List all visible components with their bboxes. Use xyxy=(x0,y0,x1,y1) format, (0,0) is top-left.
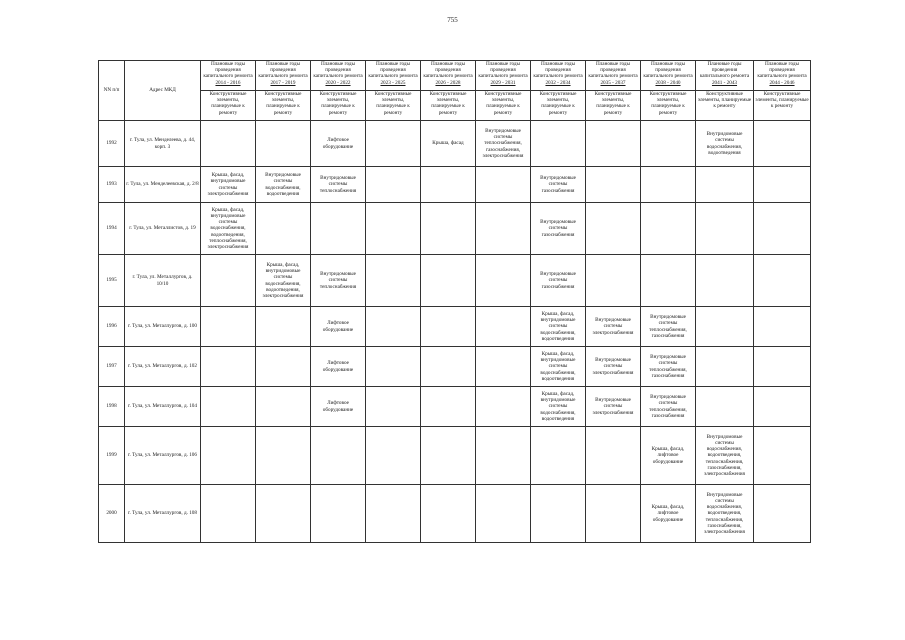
repair-cell xyxy=(531,121,586,167)
repair-cell xyxy=(201,347,256,387)
repair-cell: Внутридомовые системы теплоснабжения, газоснабжения xyxy=(641,347,696,387)
repair-cell xyxy=(311,485,366,543)
repair-cell: Внутридомовые системы газоснабжения xyxy=(531,203,586,255)
repair-cell: Крыша, фасад, внутридомовые системы водоснабжения, водоотведения xyxy=(531,307,586,347)
period-years: 2020 - 2022 xyxy=(325,79,351,86)
row-number: 2000 xyxy=(99,485,125,543)
repair-cell xyxy=(531,427,586,485)
repair-cell xyxy=(531,485,586,543)
row-number: 1992 xyxy=(99,121,125,167)
repair-cell xyxy=(201,255,256,307)
repair-cell xyxy=(476,387,531,427)
period-title: Плановые годы проведения капитального ремонта xyxy=(313,61,363,80)
repair-cell xyxy=(641,167,696,203)
column-number-header: NN п/п xyxy=(99,61,125,121)
repair-cell xyxy=(366,121,421,167)
repair-cell: Внутридомовые системы газоснабжения xyxy=(531,255,586,307)
repair-cell xyxy=(754,203,811,255)
row-address: г. Тула, ул. Металлургов, д. 104 xyxy=(125,387,201,427)
table-row xyxy=(99,307,811,347)
row-address: г. Тула, ул. Металлургов, д. 108 xyxy=(125,485,201,543)
repair-cell xyxy=(311,203,366,255)
repair-cell xyxy=(754,307,811,347)
period-title: Плановые годы проведения капитального ремонта xyxy=(533,61,583,80)
repair-cell xyxy=(696,347,754,387)
repair-cell xyxy=(754,387,811,427)
row-address: г. Тула, ул. Металлургов, д. 106 xyxy=(125,427,201,485)
period-header xyxy=(641,61,696,91)
period-title: Плановые годы проведения капитального ремонта xyxy=(588,61,638,80)
repair-cell xyxy=(366,167,421,203)
period-title: Плановые годы проведения капитального ремонта xyxy=(368,61,418,80)
period-header xyxy=(531,61,586,91)
repair-cell xyxy=(696,203,754,255)
repair-cell xyxy=(586,203,641,255)
repair-cell xyxy=(421,307,476,347)
repair-cell: Лифтовое оборудование xyxy=(311,347,366,387)
repair-cell xyxy=(754,485,811,543)
repair-cell xyxy=(476,307,531,347)
repair-cell xyxy=(256,387,311,427)
element-header: Конструктивные элементы, планируемые к ремонту xyxy=(421,91,476,121)
repair-cell xyxy=(201,121,256,167)
repair-cell xyxy=(586,427,641,485)
repair-cell: Внутридомовые системы электроснабжения xyxy=(586,307,641,347)
repair-cell: Крыша, фасад, лифтовое оборудование xyxy=(641,485,696,543)
row-number: 1994 xyxy=(99,203,125,255)
period-header xyxy=(421,61,476,91)
repair-cell: Внутридомовые системы теплоснабжения, газоснабжения xyxy=(641,307,696,347)
period-header xyxy=(696,61,754,91)
period-title: Плановые годы проведения капитального ремонта xyxy=(478,61,528,80)
repair-cell: Внутридомовые системы водоснабжения, водоотведения, теплоснабжения, газоснабжения, электроснабжения xyxy=(696,427,754,485)
repair-cell: Крыша, фасад, внутридомовые системы водоснабжения, водоотведения xyxy=(531,387,586,427)
element-header: Конструктивные элементы, планируемые к ремонту xyxy=(586,91,641,121)
repair-cell xyxy=(696,255,754,307)
period-title: Плановые годы проведения капитального ремонта xyxy=(423,61,473,80)
repair-schedule-sheet xyxy=(98,60,810,543)
repair-cell xyxy=(421,203,476,255)
element-header: Конструктивные элементы, планируемые к ремонту xyxy=(696,91,754,121)
repair-cell: Крыша, фасад, внутридомовые системы водоснабжения, водоотведения xyxy=(531,347,586,387)
page-number: 755 xyxy=(447,16,458,24)
repair-cell xyxy=(754,255,811,307)
period-years: 2032 - 2034 xyxy=(545,79,571,86)
repair-cell: Внутридомовые системы теплоснабжения xyxy=(311,167,366,203)
period-years: 2026 - 2028 xyxy=(435,79,461,86)
repair-cell xyxy=(366,203,421,255)
repair-cell xyxy=(256,427,311,485)
repair-cell xyxy=(641,203,696,255)
element-header: Конструктивные элементы, планируемые к ремонту xyxy=(256,91,311,121)
element-header: Конструктивные элементы, планируемые к ремонту xyxy=(641,91,696,121)
table-row xyxy=(99,387,811,427)
row-address: г. Тула, ул. Менделеева, д. 44, корп. 3 xyxy=(125,121,201,167)
period-years: 2029 - 2031 xyxy=(490,79,516,86)
repair-cell: Внутридомовые системы водоснабжения, водоотведения, теплоснабжения, газоснабжения, электроснабжения xyxy=(696,485,754,543)
repair-cell xyxy=(586,167,641,203)
period-title: Плановые годы проведения капитального ремонта xyxy=(203,61,253,80)
repair-cell: Внутридомовые системы электроснабжения xyxy=(586,347,641,387)
element-header: Конструктивные элементы, планируемые к ремонту xyxy=(754,91,811,121)
table-row xyxy=(99,203,811,255)
repair-cell xyxy=(256,121,311,167)
repair-cell: Внутридомовые системы водоснабжения, водоотведения xyxy=(696,121,754,167)
repair-cell: Крыша, фасад, внутридомовые системы водоснабжения, водоотведения, электроснабжения xyxy=(256,255,311,307)
row-address: г. Тула, ул. Менделеевская, д. 2/8 xyxy=(125,167,201,203)
repair-cell xyxy=(421,347,476,387)
period-years: 2023 - 2025 xyxy=(380,79,406,86)
period-years: 2041 - 2043 xyxy=(711,79,738,86)
table-row xyxy=(99,121,811,167)
repair-cell xyxy=(476,427,531,485)
repair-cell xyxy=(421,427,476,485)
repair-cell xyxy=(641,121,696,167)
row-number: 1996 xyxy=(99,307,125,347)
row-number: 1993 xyxy=(99,167,125,203)
repair-cell xyxy=(366,485,421,543)
repair-cell xyxy=(201,427,256,485)
repair-cell xyxy=(421,387,476,427)
repair-cell xyxy=(754,121,811,167)
period-years: 2044 - 2046 xyxy=(769,79,795,86)
period-years: 2038 - 2040 xyxy=(655,79,681,86)
repair-cell: Внутридомовые системы теплоснабжения xyxy=(311,255,366,307)
period-header xyxy=(366,61,421,91)
element-header: Конструктивные элементы, планируемые к ремонту xyxy=(531,91,586,121)
repair-cell xyxy=(256,203,311,255)
repair-cell xyxy=(366,255,421,307)
repair-cell xyxy=(256,347,311,387)
repair-cell xyxy=(696,307,754,347)
period-title: Плановые годы проведения капитального ремонта xyxy=(258,61,308,80)
row-address: г. Тула, ул. Металлургов, д. 10/10 xyxy=(125,255,201,307)
repair-cell: Внутридомовые системы электроснабжения xyxy=(586,387,641,427)
repair-cell xyxy=(256,485,311,543)
repair-cell xyxy=(421,255,476,307)
repair-cell: Внутридомовые системы водоснабжения, водоотведения xyxy=(256,167,311,203)
table-row xyxy=(99,427,811,485)
period-header xyxy=(201,61,256,91)
repair-cell xyxy=(476,485,531,543)
repair-cell xyxy=(421,167,476,203)
repair-cell xyxy=(641,255,696,307)
row-address: г. Тула, ул. Металлургов, д. 100 xyxy=(125,307,201,347)
repair-cell xyxy=(476,255,531,307)
period-years: 2035 - 2037 xyxy=(600,79,626,86)
repair-cell: Внутридомовые системы газоснабжения xyxy=(531,167,586,203)
repair-cell xyxy=(366,427,421,485)
repair-cell: Внутридомовые системы теплоснабжения, газоснабжения xyxy=(641,387,696,427)
period-title: Плановые годы проведения капитального ремонта xyxy=(757,61,807,80)
repair-cell xyxy=(366,387,421,427)
repair-cell: Внутридомовые системы теплоснабжения, газоснабжения, электроснабжения xyxy=(476,121,531,167)
period-years: 2017 - 2019 xyxy=(270,79,296,86)
table-row xyxy=(99,167,811,203)
repair-cell xyxy=(311,427,366,485)
period-years: 2014 - 2016 xyxy=(215,79,241,86)
period-header xyxy=(311,61,366,91)
repair-cell: Лифтовое оборудование xyxy=(311,307,366,347)
repair-cell xyxy=(754,347,811,387)
repair-cell xyxy=(586,255,641,307)
period-header xyxy=(754,61,811,91)
row-number: 1995 xyxy=(99,255,125,307)
repair-cell xyxy=(476,203,531,255)
row-number: 1997 xyxy=(99,347,125,387)
table-row xyxy=(99,347,811,387)
table-row xyxy=(99,255,811,307)
repair-cell xyxy=(754,427,811,485)
period-title: Плановые годы проведения капитального ремонта xyxy=(643,61,693,80)
period-header xyxy=(476,61,531,91)
repair-cell xyxy=(696,167,754,203)
table-body xyxy=(99,121,811,543)
repair-cell xyxy=(586,485,641,543)
element-header: Конструктивные элементы, планируемые к ремонту xyxy=(366,91,421,121)
column-address-header: Адрес МКД xyxy=(125,61,201,121)
repair-cell xyxy=(201,485,256,543)
period-header xyxy=(256,61,311,91)
repair-cell xyxy=(476,167,531,203)
row-number: 1999 xyxy=(99,427,125,485)
repair-cell: Лифтовое оборудование xyxy=(311,387,366,427)
repair-schedule-table xyxy=(98,60,811,543)
repair-cell xyxy=(421,485,476,543)
period-header xyxy=(586,61,641,91)
repair-cell: Крыша, фасад, лифтовое оборудование xyxy=(641,427,696,485)
repair-cell: Лифтовое оборудование xyxy=(311,121,366,167)
repair-cell xyxy=(476,347,531,387)
row-number: 1998 xyxy=(99,387,125,427)
repair-cell xyxy=(754,167,811,203)
repair-cell xyxy=(256,307,311,347)
repair-cell xyxy=(366,307,421,347)
repair-cell: Крыша, фасад, внутридомовые системы водоснабжения, водоотведения, теплоснабжения, электроснабжения xyxy=(201,203,256,255)
repair-cell: Крыша, фасад, внутридомовые системы электроснабжения xyxy=(201,167,256,203)
element-header: Конструктивные элементы, планируемые к ремонту xyxy=(311,91,366,121)
element-header: Конструктивные элементы, планируемые к ремонту xyxy=(476,91,531,121)
period-title: Плановые годы проведения капитального ремонта xyxy=(699,61,750,80)
repair-cell xyxy=(201,387,256,427)
repair-cell xyxy=(696,387,754,427)
table-row xyxy=(99,485,811,543)
element-header: Конструктивные элементы, планируемые к ремонту xyxy=(201,91,256,121)
row-address: г. Тула, ул. Металлургов, д. 102 xyxy=(125,347,201,387)
table-header xyxy=(99,61,811,121)
row-address: г. Тула, ул. Металлистов, д. 19 xyxy=(125,203,201,255)
repair-cell: Крыша, фасад xyxy=(421,121,476,167)
repair-cell xyxy=(586,121,641,167)
repair-cell xyxy=(366,347,421,387)
repair-cell xyxy=(201,307,256,347)
